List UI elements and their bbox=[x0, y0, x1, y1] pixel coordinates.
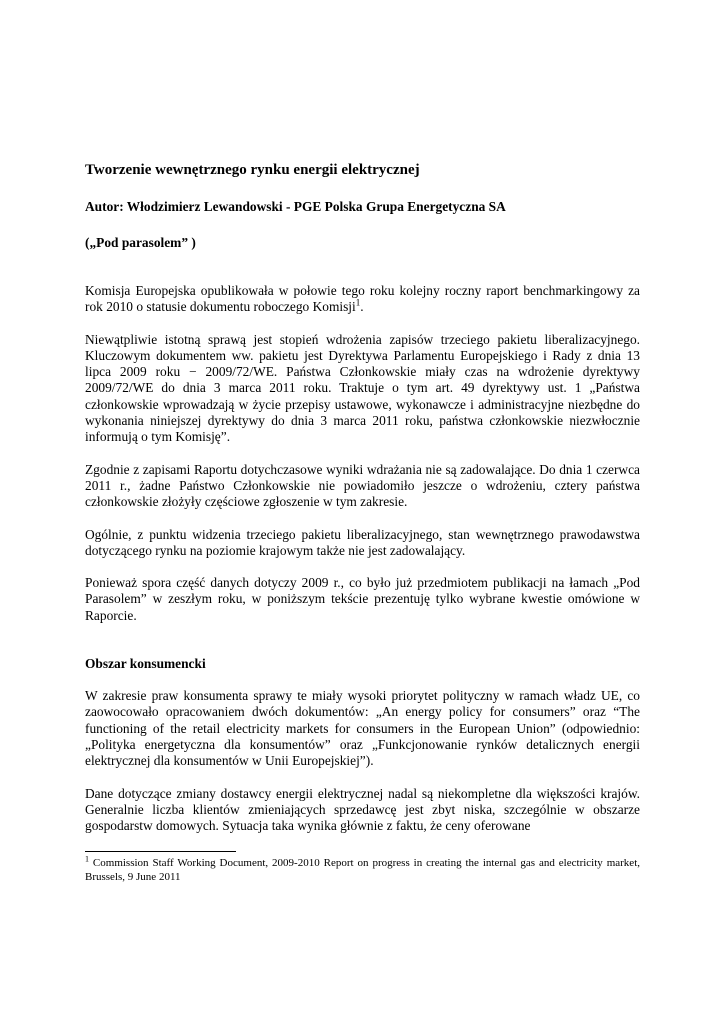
footnote-text bbox=[85, 854, 640, 884]
text-run: Ogólnie, z punktu widzenia trzeciego pakietu liberalizacyjnego, stan wewnętrznego prawodawstwa dotyczącego rynku na poziomie krajowym także nie jest zadowalający. bbox=[85, 526, 640, 558]
body-paragraph bbox=[85, 332, 640, 446]
body-paragraph bbox=[85, 575, 640, 624]
text-run: Dane dotyczące zmiany dostawcy energii elektrycznej nadal są niekompletne dla większości krajów. Generalnie liczba klientów zmieniających sprzedawcę jest zbyt niska, szczególnie w obszarze gospodarstw domowych. Sytuacja taka wynika głównie z faktu, że ceny oferowane bbox=[85, 785, 640, 834]
text-run: Niewątpliwie istotną sprawą jest stopień wdrożenia zapisów trzeciego pakietu liberalizacyjnego. Kluczowym dokumentem ww. pakietu jest Dyrektywa Parlamentu Europejskiego i Rady z dnia 13 lipca 2009 roku − 2009/72/WE. Państwa Członkowskie miały czas na wdrożenie dyrektywy 2009/72/WE do dnia 3 marca 2011 roku. Traktuje o tym art. 49 dyrektywy ust. 1 „Państwa członkowskie wprowadzają w życie przepisy ustawowe, wykonawcze i administracyjne niezbędne do wykonania niniejszej dyrektywy do dnia 3 marca 2011 roku, państwa członkowskie niezwłocznie informują o tym Komisję”. bbox=[85, 331, 640, 445]
text-run: Zgodnie z zapisami Raportu dotychczasowe wyniki wdrażania nie są zadowalające. Do dnia 1 czerwca 2011 r., żadne Państwo Członkowskie nie powiadomiło jeszcze o wdrożeniu, cztery państwa członkowskie złożyły częściowe zgłoszenie w tym zakresie. bbox=[85, 461, 640, 510]
document-body bbox=[85, 283, 640, 834]
body-paragraph bbox=[85, 283, 640, 316]
text-run: Ponieważ spora część danych dotyczy 2009 r., co było już przedmiotem publikacji na łamach „Pod Parasolem” w zeszłym roku, w poniższym tekście prezentuję tylko wybrane kwestie omówione w Raporcie. bbox=[85, 575, 640, 623]
text-run: . bbox=[360, 299, 364, 315]
footnote-separator bbox=[85, 851, 236, 852]
footnote-area bbox=[85, 851, 640, 884]
text-run: Obszar konsumencki bbox=[85, 656, 206, 672]
text-run: W zakresie praw konsumenta sprawy te miały wysoki priorytet polityczny w ramach władz UE, co zaowocowało opracowaniem dwóch dokumentów: „An energy policy for consumers” oraz “The functioning of the retail electricity markets for consumers in the European Union” (odpowiednio: „Polityka energetyczna dla konsumentów” oraz „Funkcjonowanie rynków detalicznych energii elektrycznej dla konsumentów w Unii Europejskiej”). bbox=[85, 688, 640, 769]
body-paragraph bbox=[85, 688, 640, 769]
section-heading bbox=[85, 656, 640, 672]
footnote-body: Commission Staff Working Document, 2009-2010 Report on progress in creating the internal gas and electricity market, Brussels, 9 June 2011 bbox=[85, 857, 640, 883]
body-paragraph bbox=[85, 786, 640, 835]
body-paragraph bbox=[85, 527, 640, 560]
footnote-marker: 1 bbox=[85, 854, 89, 864]
document-title: Tworzenie wewnętrznego rynku energii elektrycznej bbox=[85, 162, 420, 178]
footnote-reference: 1 bbox=[355, 297, 361, 308]
body-paragraph bbox=[85, 462, 640, 511]
subtitle-line: („Pod parasolem” ) bbox=[85, 235, 196, 250]
author-line: Autor: Włodzimierz Lewandowski - PGE Polska Grupa Energetyczna SA bbox=[85, 199, 506, 214]
text-run: Komisja Europejska opublikowała w połowie tego roku kolejny roczny raport benchmarkingowy za rok 2010 o statusie dokumentu roboczego Komisji bbox=[85, 283, 640, 315]
